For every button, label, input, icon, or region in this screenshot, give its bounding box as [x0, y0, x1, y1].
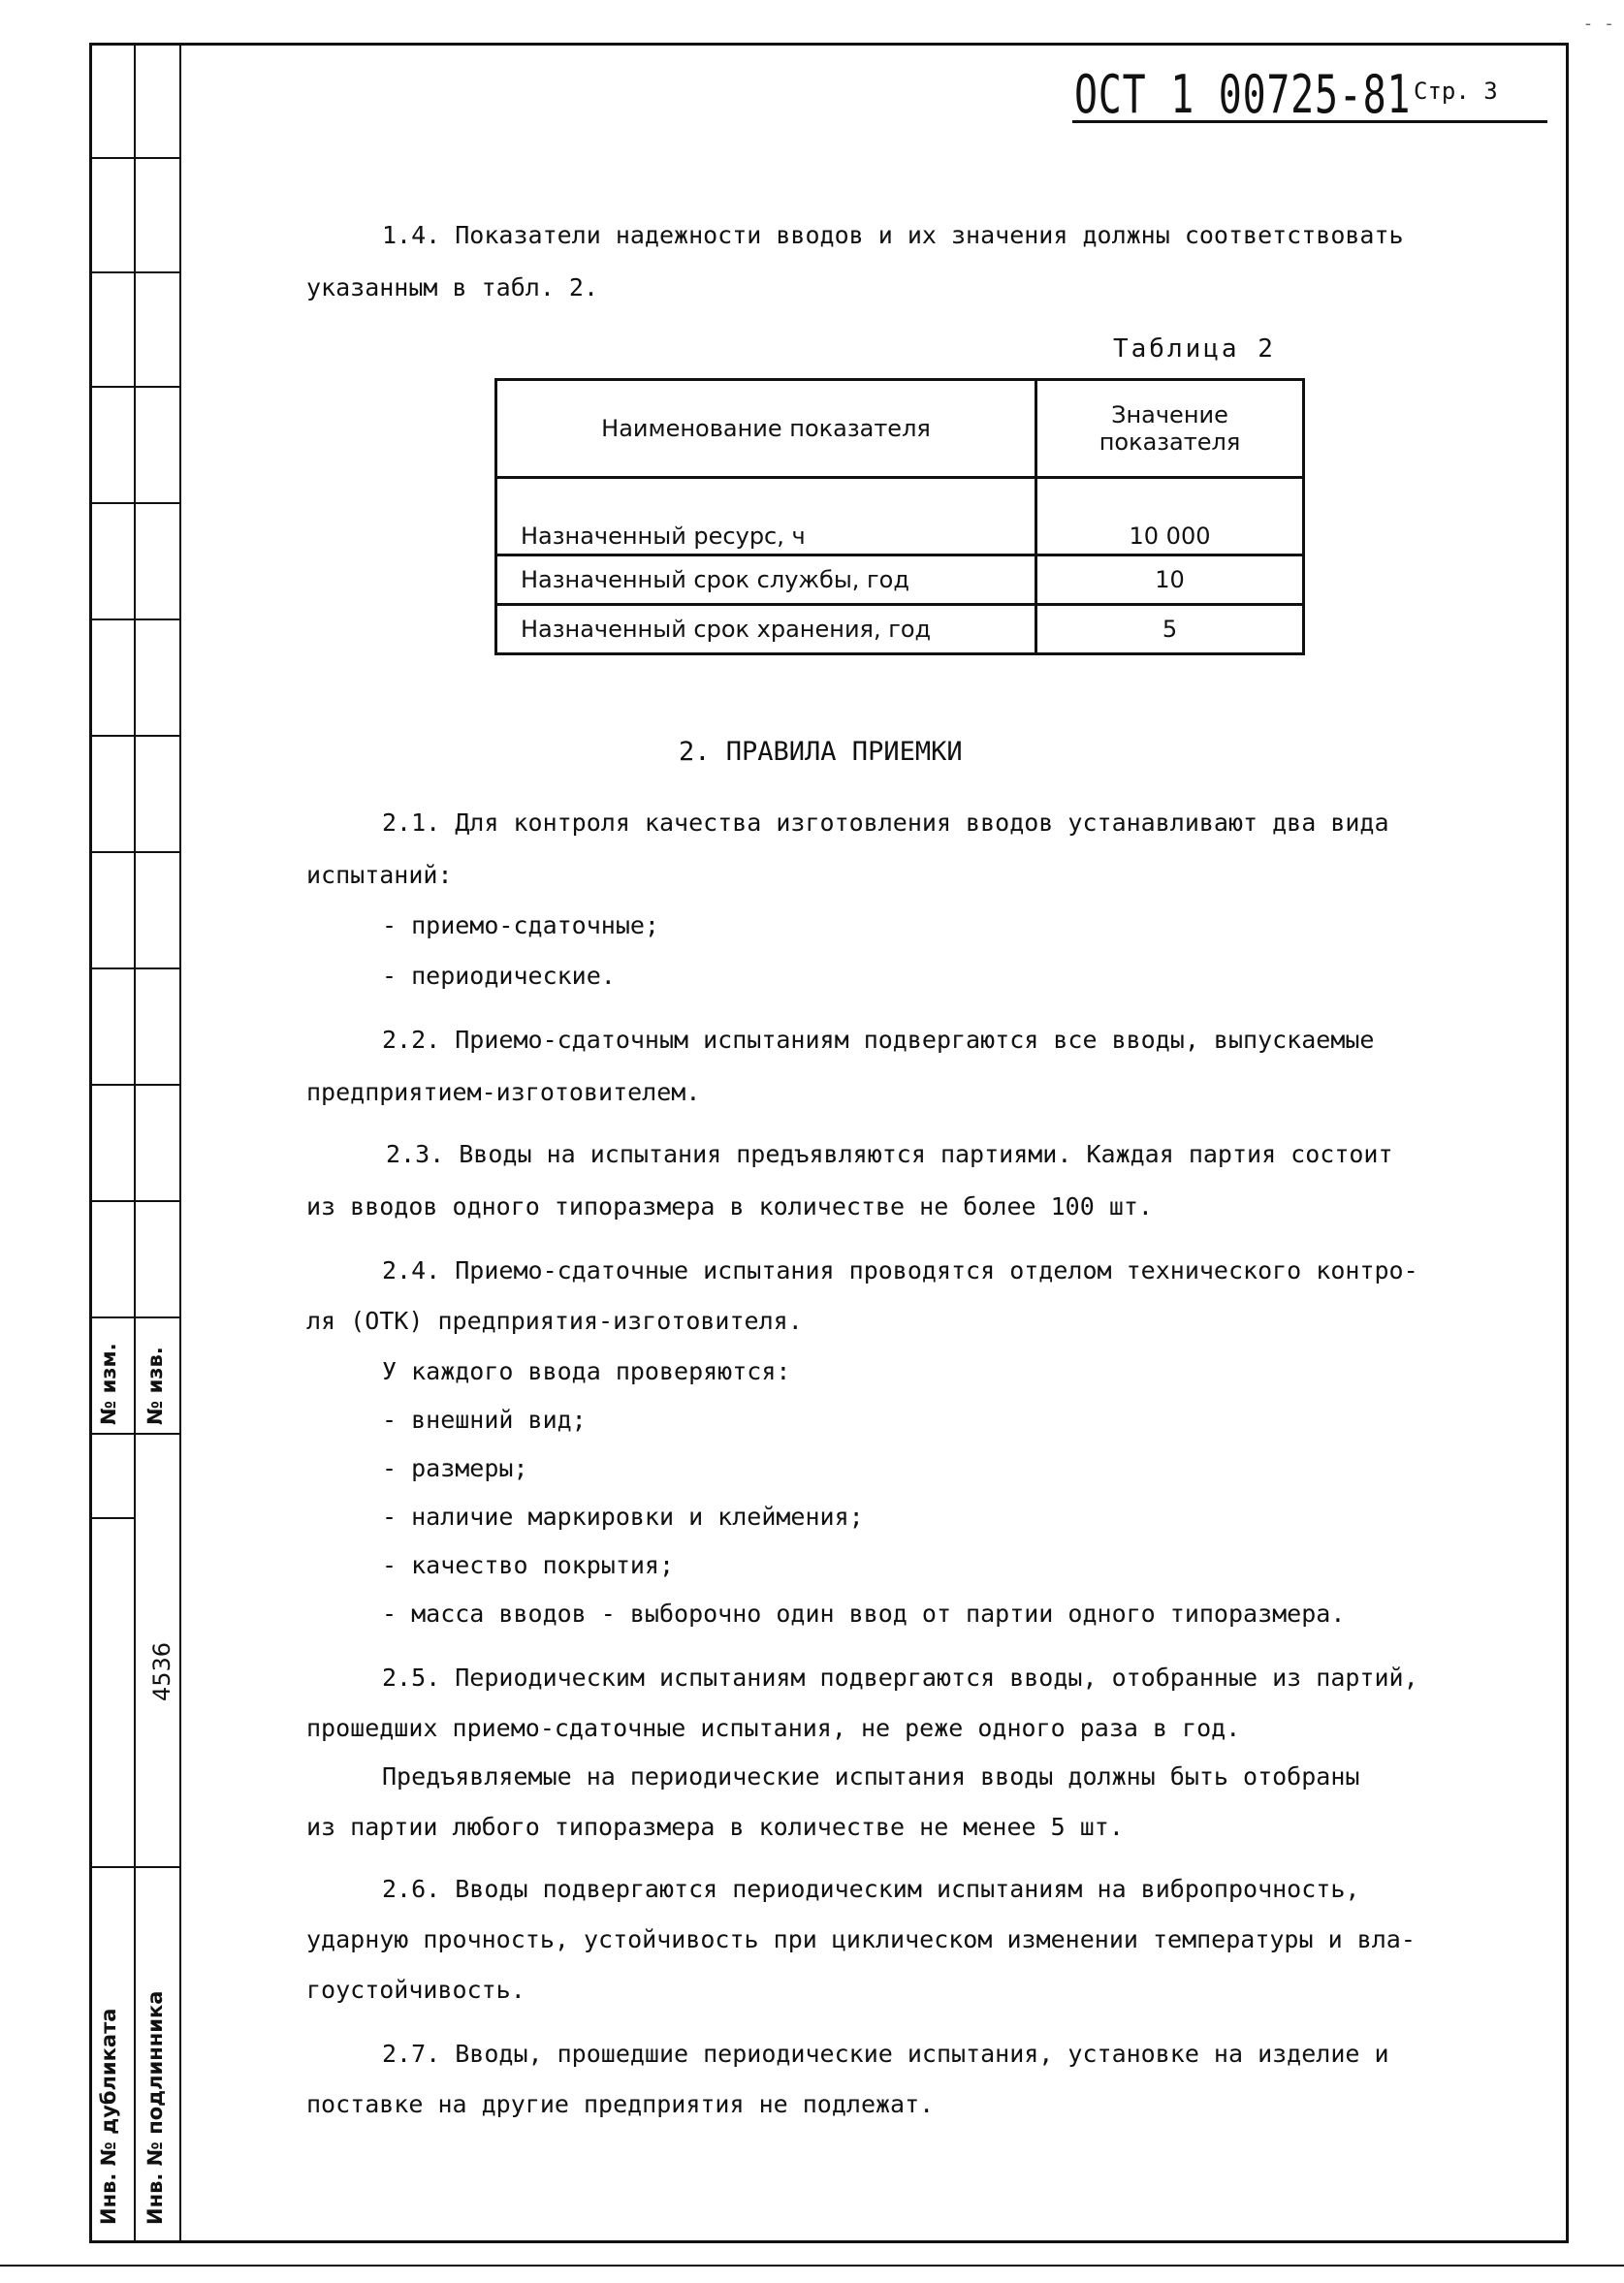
margin-divider [89, 1517, 134, 1519]
margin-divider [89, 1084, 179, 1086]
column-header-value [1036, 380, 1304, 478]
margin-divider [89, 502, 179, 504]
paragraph-2-5-line-2: прошедших приемо-сдаточные испытания, не реже одного раза в год. [306, 1714, 1241, 1742]
paragraph-2-2-line-2: предприятием-изготовителем. [306, 1078, 701, 1106]
paragraph-1-4-line-1: 1.4. Показатели надежности вводов и их значения должны соответствовать [382, 221, 1404, 249]
list-item: - наличие маркировки и клеймения; [382, 1503, 864, 1531]
table-row [496, 555, 1304, 605]
column-header-value-line-1: Значение [1111, 401, 1228, 428]
margin-column-1 [89, 43, 136, 2243]
paragraph-2-4-line-1: 2.4. Приемо-сдаточные испытания проводятся отделом технического контро- [382, 1256, 1418, 1284]
margin-divider [89, 386, 179, 388]
notice-number-label: № изв. [143, 1347, 167, 1425]
paragraph-2-6-line-1: 2.6. Вводы подвергаются периодическим испытаниям на вибропрочность, [382, 1875, 1360, 1903]
paragraph-2-5-line-1: 2.5. Периодическим испытаниям подвергаются вводы, отобранные из партий, [382, 1664, 1418, 1692]
list-item: - размеры; [382, 1454, 528, 1482]
corner-mark: - - [1582, 14, 1614, 34]
row-value: 5 [1036, 605, 1304, 654]
margin-divider [89, 967, 179, 969]
header-underline [1072, 120, 1547, 123]
original-inventory-label: Инв. № подлинника [143, 1990, 167, 2225]
list-item: - периодические. [382, 962, 616, 990]
margin-divider [89, 1866, 179, 1868]
table-header-row [496, 380, 1304, 478]
table-row [496, 605, 1304, 654]
paragraph-2-4-line-2: ля (ОТК) предприятия-изготовителя. [306, 1307, 803, 1335]
duplicate-inventory-label: Инв. № дубликата [97, 2008, 120, 2225]
paragraph-2-7-line-2: поставке на другие предприятия не подлежат. [306, 2090, 935, 2118]
paragraph-2-1-line-2: испытаний: [306, 861, 453, 889]
change-number-label: № изм. [97, 1343, 120, 1425]
paragraph-2-5-line-3: Предъявляемые на периодические испытания вводы должны быть отобраны [382, 1762, 1360, 1791]
margin-column-2 [134, 43, 181, 2243]
column-header-name: Наименование показателя [496, 380, 1036, 478]
paragraph-2-3-line-2: из вводов одного типоразмера в количестве не более 100 шт. [306, 1192, 1153, 1221]
paragraph-2-5-line-4: из партии любого типоразмера в количестве не менее 5 шт. [306, 1813, 1124, 1841]
table-caption: Таблица 2 [1113, 334, 1276, 364]
page-bottom-rule [0, 2265, 1624, 2267]
paragraph-2-3-line-1: 2.3. Вводы на испытания предъявляются партиями. Каждая партия состоит [386, 1140, 1393, 1168]
page-number: Стр. 3 [1414, 78, 1498, 105]
row-name: Назначенный ресурс, ч [496, 478, 1036, 555]
margin-divider [89, 618, 179, 620]
reliability-table [494, 378, 1305, 655]
paragraph-2-7-line-1: 2.7. Вводы, прошедшие периодические испытания, установке на изделие и [382, 2040, 1389, 2068]
section-2-title: 2. ПРАВИЛА ПРИЕМКИ [679, 737, 963, 767]
paragraph-2-4-line-3: У каждого ввода проверяются: [382, 1357, 791, 1385]
paragraph-2-2-line-1: 2.2. Приемо-сдаточным испытаниям подвергаются все вводы, выпускаемые [382, 1026, 1375, 1054]
column-header-value-line-2: показателя [1099, 428, 1241, 456]
margin-divider [89, 735, 179, 737]
list-item: - качество покрытия; [382, 1551, 675, 1579]
standard-code: ОСТ 1 00725-81 [1074, 64, 1412, 125]
original-inventory-value: 4536 [148, 1641, 175, 1701]
margin-divider [89, 271, 179, 273]
list-item: - внешний вид; [382, 1406, 587, 1434]
margin-divider [89, 1433, 179, 1435]
paragraph-2-1-line-1: 2.1. Для контроля качества изготовления вводов устанавливают два вида [382, 809, 1389, 837]
row-value: 10 000 [1036, 478, 1304, 555]
paragraph-2-6-line-3: гоустойчивость. [306, 1976, 525, 2004]
row-name: Назначенный срок службы, год [496, 555, 1036, 605]
list-item: - масса вводов - выборочно один ввод от партии одного типоразмера. [382, 1600, 1346, 1628]
table-row [496, 478, 1304, 555]
paragraph-2-6-line-2: ударную прочность, устойчивость при циклическом изменении температуры и вла- [306, 1925, 1416, 1953]
margin-divider [89, 1316, 179, 1318]
margin-divider [89, 1200, 179, 1202]
row-name: Назначенный срок хранения, год [496, 605, 1036, 654]
row-value: 10 [1036, 555, 1304, 605]
margin-divider [89, 851, 179, 853]
margin-divider [89, 157, 179, 159]
list-item: - приемо-сдаточные; [382, 911, 659, 939]
paragraph-1-4-line-2: указанным в табл. 2. [306, 273, 599, 301]
